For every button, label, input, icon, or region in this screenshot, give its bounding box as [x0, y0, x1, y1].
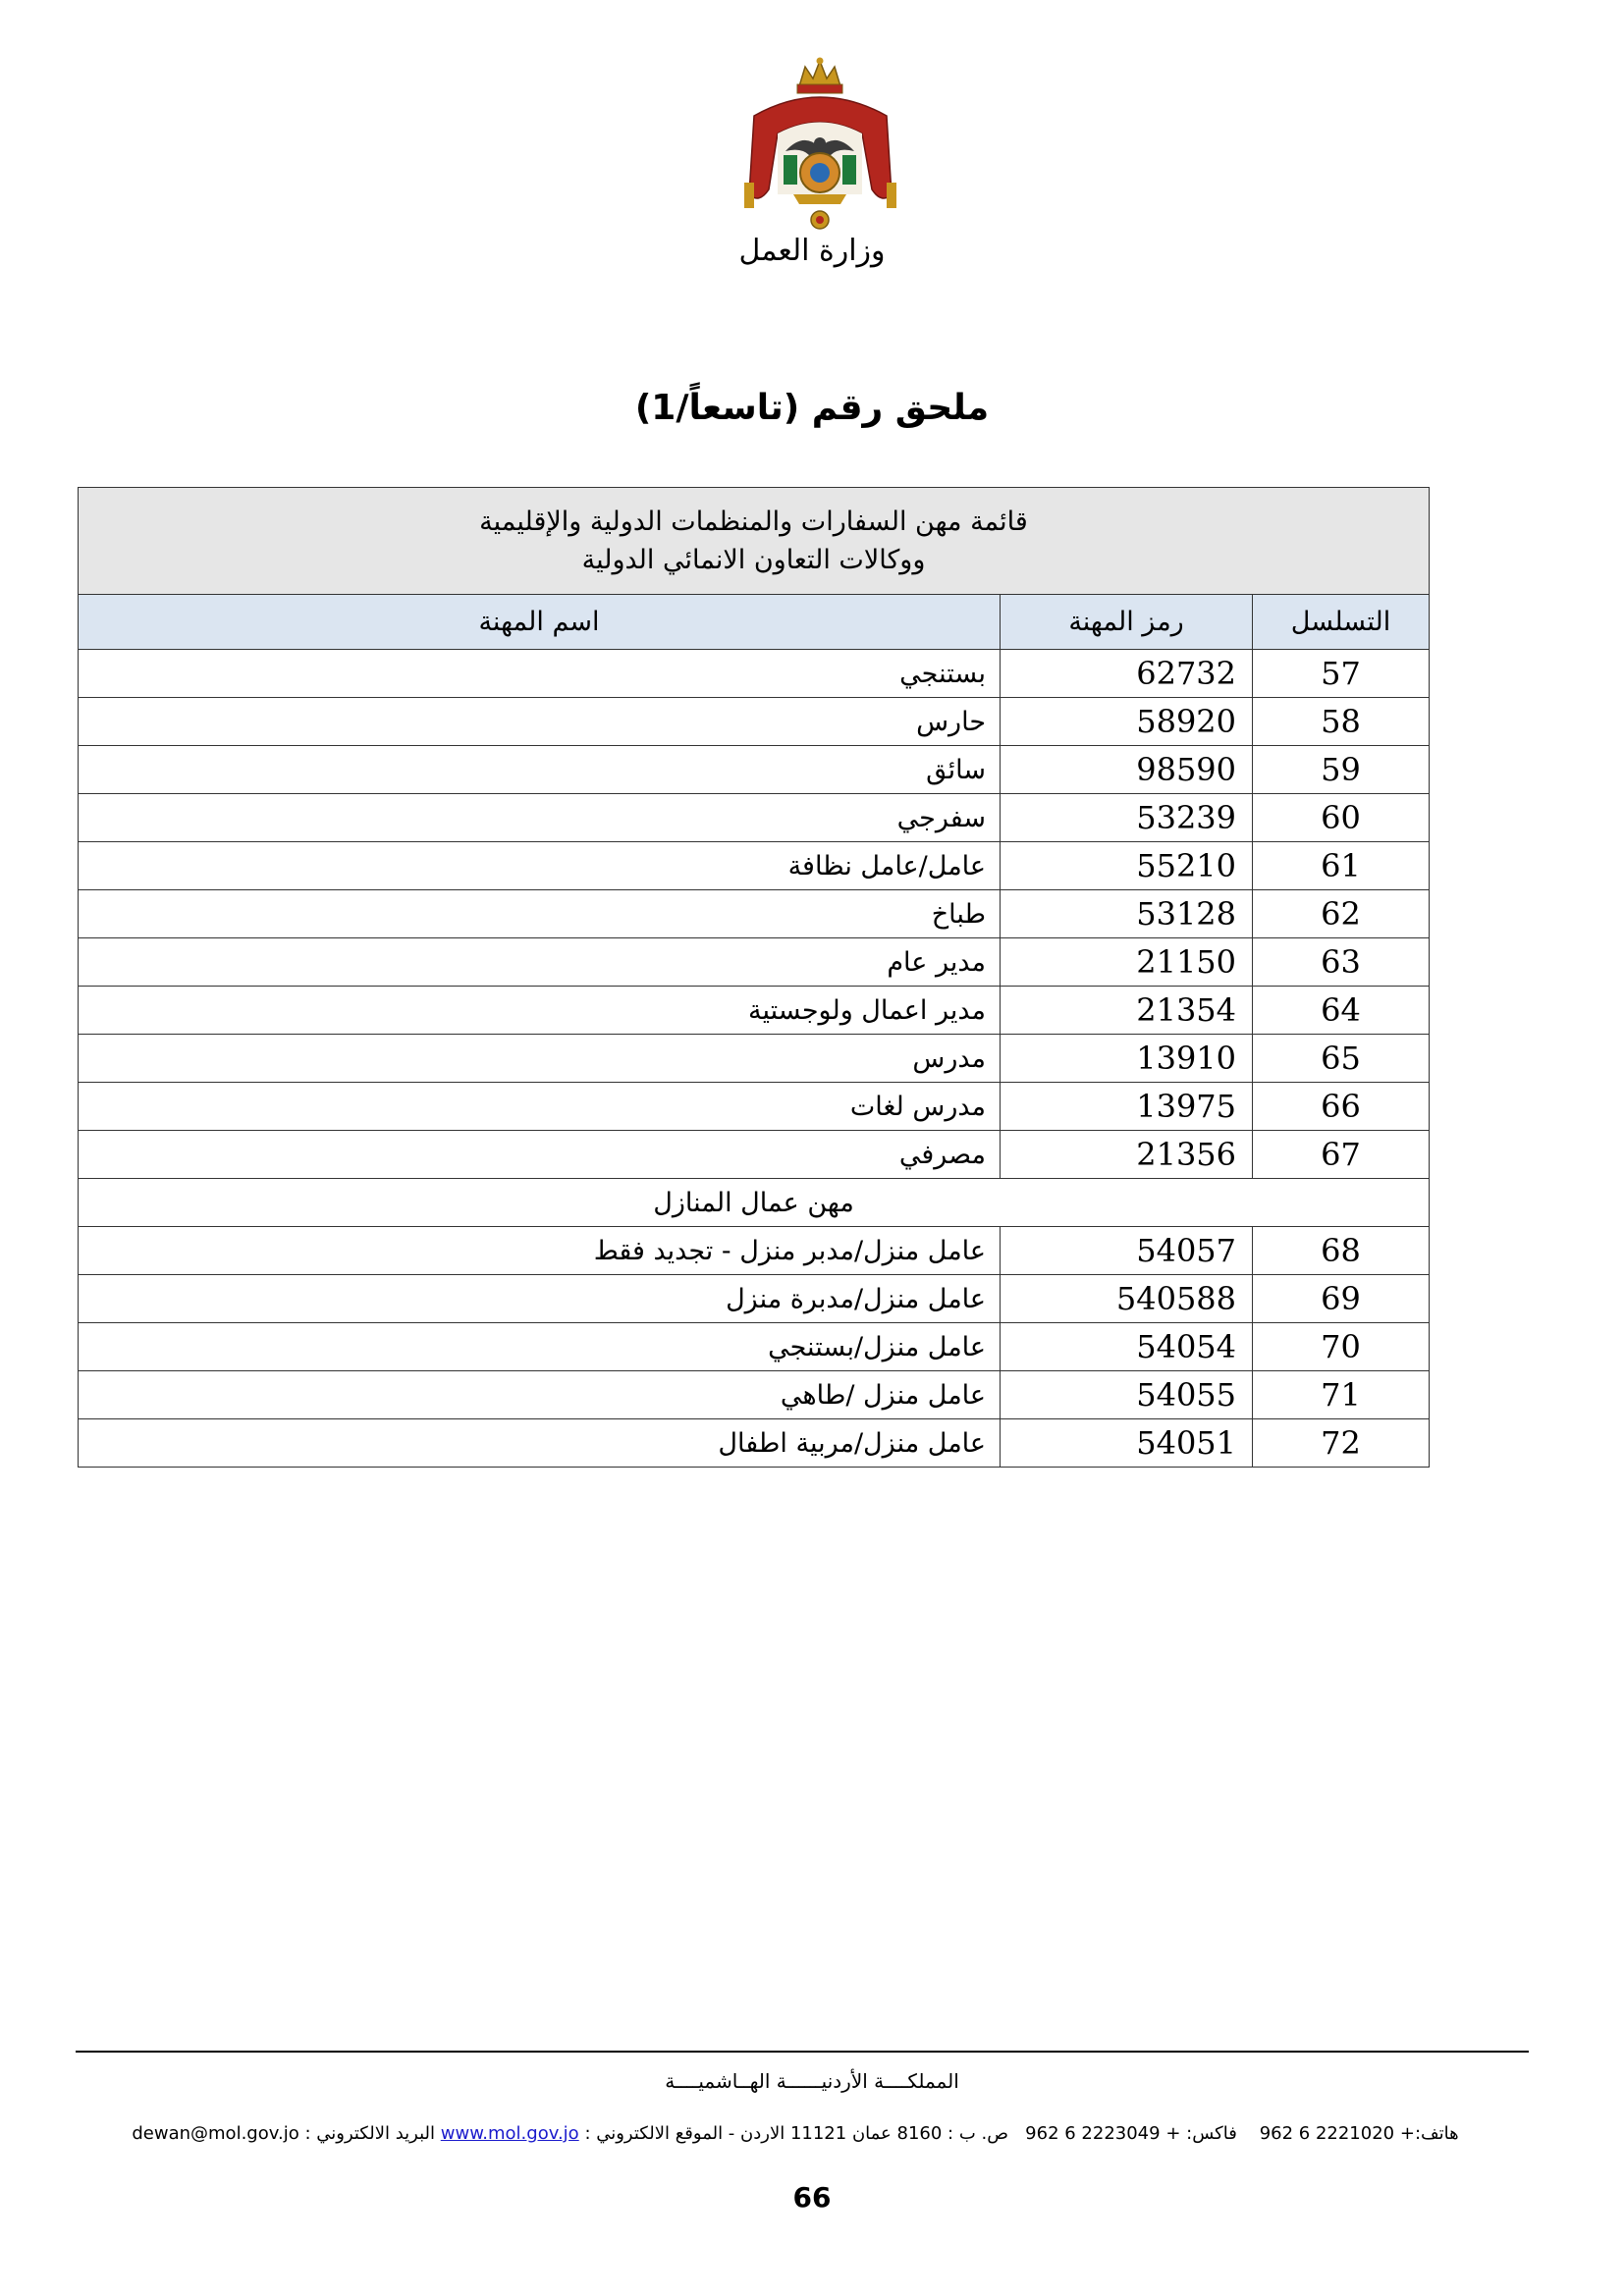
caption-line-2: ووكالات التعاون الانمائي الدولية — [581, 545, 926, 575]
row-code: 54055 — [1136, 1376, 1237, 1414]
row-name: عامل منزل/مدبر منزل - تجديد فقط — [79, 1227, 1001, 1275]
fax-label: فاكس: + — [1165, 2123, 1237, 2144]
row-code-cell — [1001, 987, 1253, 1035]
row-seq: 60 — [1253, 794, 1430, 842]
website-label: - الموقع الالكتروني : — [584, 2123, 735, 2144]
row-seq: 66 — [1253, 1083, 1430, 1131]
column-header-name: اسم المهنة — [79, 595, 1001, 650]
row-code-cell — [1001, 1083, 1253, 1131]
table-header-row — [79, 595, 1430, 650]
row-name: عامل منزل/مدبرة منزل — [79, 1275, 1001, 1323]
row-seq: 62 — [1253, 890, 1430, 938]
row-code: 58920 — [1136, 703, 1237, 740]
table-row — [79, 1083, 1430, 1131]
row-seq: 65 — [1253, 1035, 1430, 1083]
column-header-seq: التسلسل — [1253, 595, 1430, 650]
row-code: 55210 — [1136, 847, 1237, 884]
row-seq: 71 — [1253, 1371, 1430, 1419]
row-seq: 64 — [1253, 987, 1430, 1035]
row-name: مصرفي — [79, 1131, 1001, 1179]
row-name: عامل منزل/بستنجي — [79, 1323, 1001, 1371]
row-seq: 70 — [1253, 1323, 1430, 1371]
table-row — [79, 746, 1430, 794]
row-seq: 67 — [1253, 1131, 1430, 1179]
column-header-code: رمز المهنة — [1001, 595, 1253, 650]
group-label: مهن عمال المنازل — [79, 1179, 1430, 1227]
row-name: طباخ — [79, 890, 1001, 938]
row-seq: 72 — [1253, 1419, 1430, 1468]
table-row — [79, 1371, 1430, 1419]
table-caption-row — [79, 488, 1430, 595]
email-label: البريد الالكتروني : — [304, 2123, 436, 2144]
footer-contact — [98, 2123, 1492, 2144]
row-code-cell — [1001, 650, 1253, 698]
row-code-cell — [1001, 1227, 1253, 1275]
row-code-cell — [1001, 1323, 1253, 1371]
footer-country: المملكــــة الأردنيــــــة الهــاشميــــة — [665, 2069, 959, 2093]
row-name: مدير عام — [79, 938, 1001, 987]
row-code-cell — [1001, 794, 1253, 842]
table-row — [79, 938, 1430, 987]
row-code: 62732 — [1136, 655, 1237, 692]
annex-title: ملحق رقم (تاسعاً/1) — [634, 388, 990, 428]
row-seq: 61 — [1253, 842, 1430, 890]
row-name: عامل منزل /طاهي — [79, 1371, 1001, 1419]
row-code-cell — [1001, 698, 1253, 746]
po-box: ص. ب : 8160 عمان 11121 الاردن — [740, 2123, 1008, 2144]
row-name: مدرس لغات — [79, 1083, 1001, 1131]
row-code: 540588 — [1115, 1280, 1237, 1317]
table-row — [79, 650, 1430, 698]
table-row — [79, 1227, 1430, 1275]
row-code: 21354 — [1136, 991, 1237, 1029]
phone-label: هاتف:+ — [1399, 2123, 1459, 2144]
row-name: مدير اعمال ولوجستية — [79, 987, 1001, 1035]
row-seq: 68 — [1253, 1227, 1430, 1275]
row-seq: 59 — [1253, 746, 1430, 794]
table-row — [79, 1323, 1430, 1371]
page-number: 66 — [792, 2181, 832, 2214]
website-link[interactable]: www.mol.gov.jo — [440, 2123, 579, 2144]
row-seq: 63 — [1253, 938, 1430, 987]
row-code-cell — [1001, 890, 1253, 938]
row-code-cell — [1001, 1131, 1253, 1179]
table-row — [79, 1419, 1430, 1468]
row-seq: 58 — [1253, 698, 1430, 746]
row-code-cell — [1001, 842, 1253, 890]
table-row — [79, 890, 1430, 938]
row-seq: 69 — [1253, 1275, 1430, 1323]
email-address: dewan@mol.gov.jo — [132, 2123, 299, 2144]
row-code: 54051 — [1136, 1424, 1237, 1462]
row-code: 21356 — [1136, 1136, 1237, 1173]
row-name: عامل منزل/مربية اطفال — [79, 1419, 1001, 1468]
row-code: 54054 — [1136, 1328, 1237, 1365]
table-row — [79, 794, 1430, 842]
table-row — [79, 842, 1430, 890]
table-caption — [79, 488, 1430, 595]
row-seq: 57 — [1253, 650, 1430, 698]
row-code-cell — [1001, 1371, 1253, 1419]
row-code: 98590 — [1136, 751, 1237, 788]
table-row — [79, 1035, 1430, 1083]
row-name: بستنجي — [79, 650, 1001, 698]
row-code-cell — [1001, 1275, 1253, 1323]
ministry-name: وزارة العمل — [738, 234, 886, 268]
row-name: عامل/عامل نظافة — [79, 842, 1001, 890]
coat-of-arms-emblem — [734, 57, 906, 236]
row-name: مدرس — [79, 1035, 1001, 1083]
occupations-table — [78, 487, 1430, 1468]
table-row — [79, 698, 1430, 746]
group-row-domestic-workers — [79, 1179, 1430, 1227]
phone-number: 962 6 2221020 — [1259, 2123, 1395, 2144]
row-code: 13975 — [1136, 1088, 1237, 1125]
row-code-cell — [1001, 1035, 1253, 1083]
fax-number: 962 6 2223049 — [1025, 2123, 1161, 2144]
caption-line-1: قائمة مهن السفارات والمنظمات الدولية والإقليمية — [479, 506, 1028, 537]
row-code-cell — [1001, 746, 1253, 794]
row-code: 53239 — [1136, 799, 1237, 836]
table-row — [79, 1131, 1430, 1179]
footer-divider — [76, 2051, 1529, 2053]
row-name: سائق — [79, 746, 1001, 794]
table-row — [79, 987, 1430, 1035]
table-row — [79, 1275, 1430, 1323]
row-code: 53128 — [1136, 895, 1237, 933]
row-name: سفرجي — [79, 794, 1001, 842]
row-code: 21150 — [1136, 943, 1237, 981]
row-code-cell — [1001, 938, 1253, 987]
row-code: 54057 — [1136, 1232, 1237, 1269]
row-code-cell — [1001, 1419, 1253, 1468]
row-code: 13910 — [1136, 1040, 1237, 1077]
row-name: حارس — [79, 698, 1001, 746]
